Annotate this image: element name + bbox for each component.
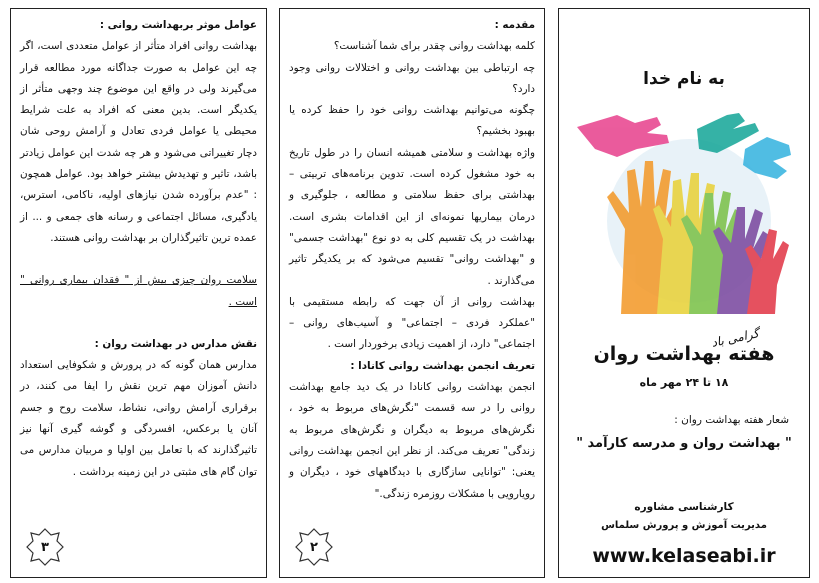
question-1: کلمه بهداشت روانی چقدر برای شما آشناست؟ — [333, 40, 535, 53]
panel-page-3 — [10, 8, 267, 578]
week-dates: ۱۸ تا ۲۴ مهر ماه — [639, 376, 729, 389]
intro-heading: مقدمه : — [494, 19, 535, 31]
slogan: " بهداشت روان و مدرسه کارآمد " — [576, 436, 792, 451]
bismillah-title: به نام خدا — [643, 69, 725, 89]
panel-cover — [558, 8, 810, 578]
grami-bad-text: گرامی باد — [710, 326, 761, 350]
question-3: چگونه می‌توانیم بهداشت روانی خود را حفظ کرده یا بهبود بخشیم؟ — [289, 104, 535, 138]
factors-heading: عوامل موثر بربهداشت روانی : — [99, 19, 257, 31]
factors-body: بهداشت روانی افراد متأثر از عوامل متعددی است، اگر چه این عوامل به صورت جداگانه مورد مطالعه قرار می‌گیرند ولی در واقع این موضوع چند وجهی متأثر از یکدیگر است. بدین معنی که افراد به علت شرایط محیطی یا عوامل فردی تعادل و آرامش روحی شان دچار تغییراتی می‌شود و هر چه شدت این عوامل زیادتر باشد، تاثیر و تهدیدش بیشتر خواهد بود. عوامل همچون : "عدم برآورده شدن نیازهای اولیه، ناکامی، استرس، یادگیری، مسائل اجتماعی و رسانه های جمعی و ... از عمده ترین تاثیرگذاران بر بهداشت روانی هستند. — [20, 40, 257, 244]
intro-body-2: بهداشت روانی از آن جهت که رابطه مستقیمی با "عملکرد فردی – اجتماعی" و آسیب‌های روانی – اجتماعی" دارد، از اهمیت زیادی برخوردار است . — [289, 295, 535, 351]
page-3-text — [11, 9, 266, 483]
schools-body: مدارس همان گونه که در پرورش و شکوفایی استعداد دانش آموزان مهم ترین نقش را ایفا می کنند، در برقراری آرامش روانی، نشاط، سلامت روح و جسم آنان یا برعکس، افسردگی و گوشه گیری آنها نیز تاثیرگذارند که با تعامل بین اولیا و مربیان مدارس می توان گام های مثبتی در این زمینه برداشت . — [20, 359, 257, 478]
raised-hands-illustration — [577, 109, 797, 314]
office-line-2: مدیریت آموزش و پرورش سلماس — [601, 520, 767, 531]
canada-body: انجمن بهداشت روانی کانادا در یک دید جامع بهداشت روانی را در سه قسمت "نگرش‌های مربوط به خود ، نگرش‌های مربوط به دیگران و نگرش‌های مربوط به زندگی" تعریف می‌کند. از نظر این انجمن بهداشت روانی یعنی: "توانایی سازگاری با دیدگاههای خود ، دیگران و رویارویی با مشکلات روزمره زندگی." — [289, 381, 535, 500]
panel-page-2 — [279, 8, 545, 578]
question-2: چه ارتباطی بین بهداشت روانی و اختلالات روانی وجود دارد؟ — [289, 61, 535, 95]
page-2-text — [280, 9, 544, 505]
week-title: هفته بهداشت روان — [593, 343, 775, 365]
page-number: ۳ — [41, 539, 49, 555]
office-line-1: کارشناسی مشاوره — [634, 501, 734, 513]
page-number-badge — [25, 527, 65, 567]
schools-heading: نقش مدارس در بهداشت روان : — [94, 337, 257, 350]
slogan-label: شعار هفته بهداشت روان : — [674, 414, 789, 426]
website-link[interactable]: www.kelaseabi.ir — [592, 545, 776, 567]
canada-heading: تعریف انجمن بهداشت روانی کانادا : — [350, 359, 535, 372]
page-number-badge — [294, 527, 334, 567]
page-number: ۲ — [310, 539, 318, 555]
intro-body: واژه بهداشت و سلامتی همیشه انسان را در طول تاریخ به خود مشغول کرده است. تدوین برنامه‌های تربیتی – بهداشتی برای حفظ سلامتی و مطالعه ، جلوگیری و درمان بیماریها نمونه‌ای از این اقدامات بشری است. بهداشت در یک تقسیم کلی به دو نوع "بهداشت جسمی" و "بهداشت روانی" تقسیم می‌شود که بر یکدیگر تاثیر می‌گذارند . — [289, 146, 535, 287]
health-definition: سلامت روان چیزی بیش از " فقدان بیماری روانی " است . — [20, 274, 257, 308]
